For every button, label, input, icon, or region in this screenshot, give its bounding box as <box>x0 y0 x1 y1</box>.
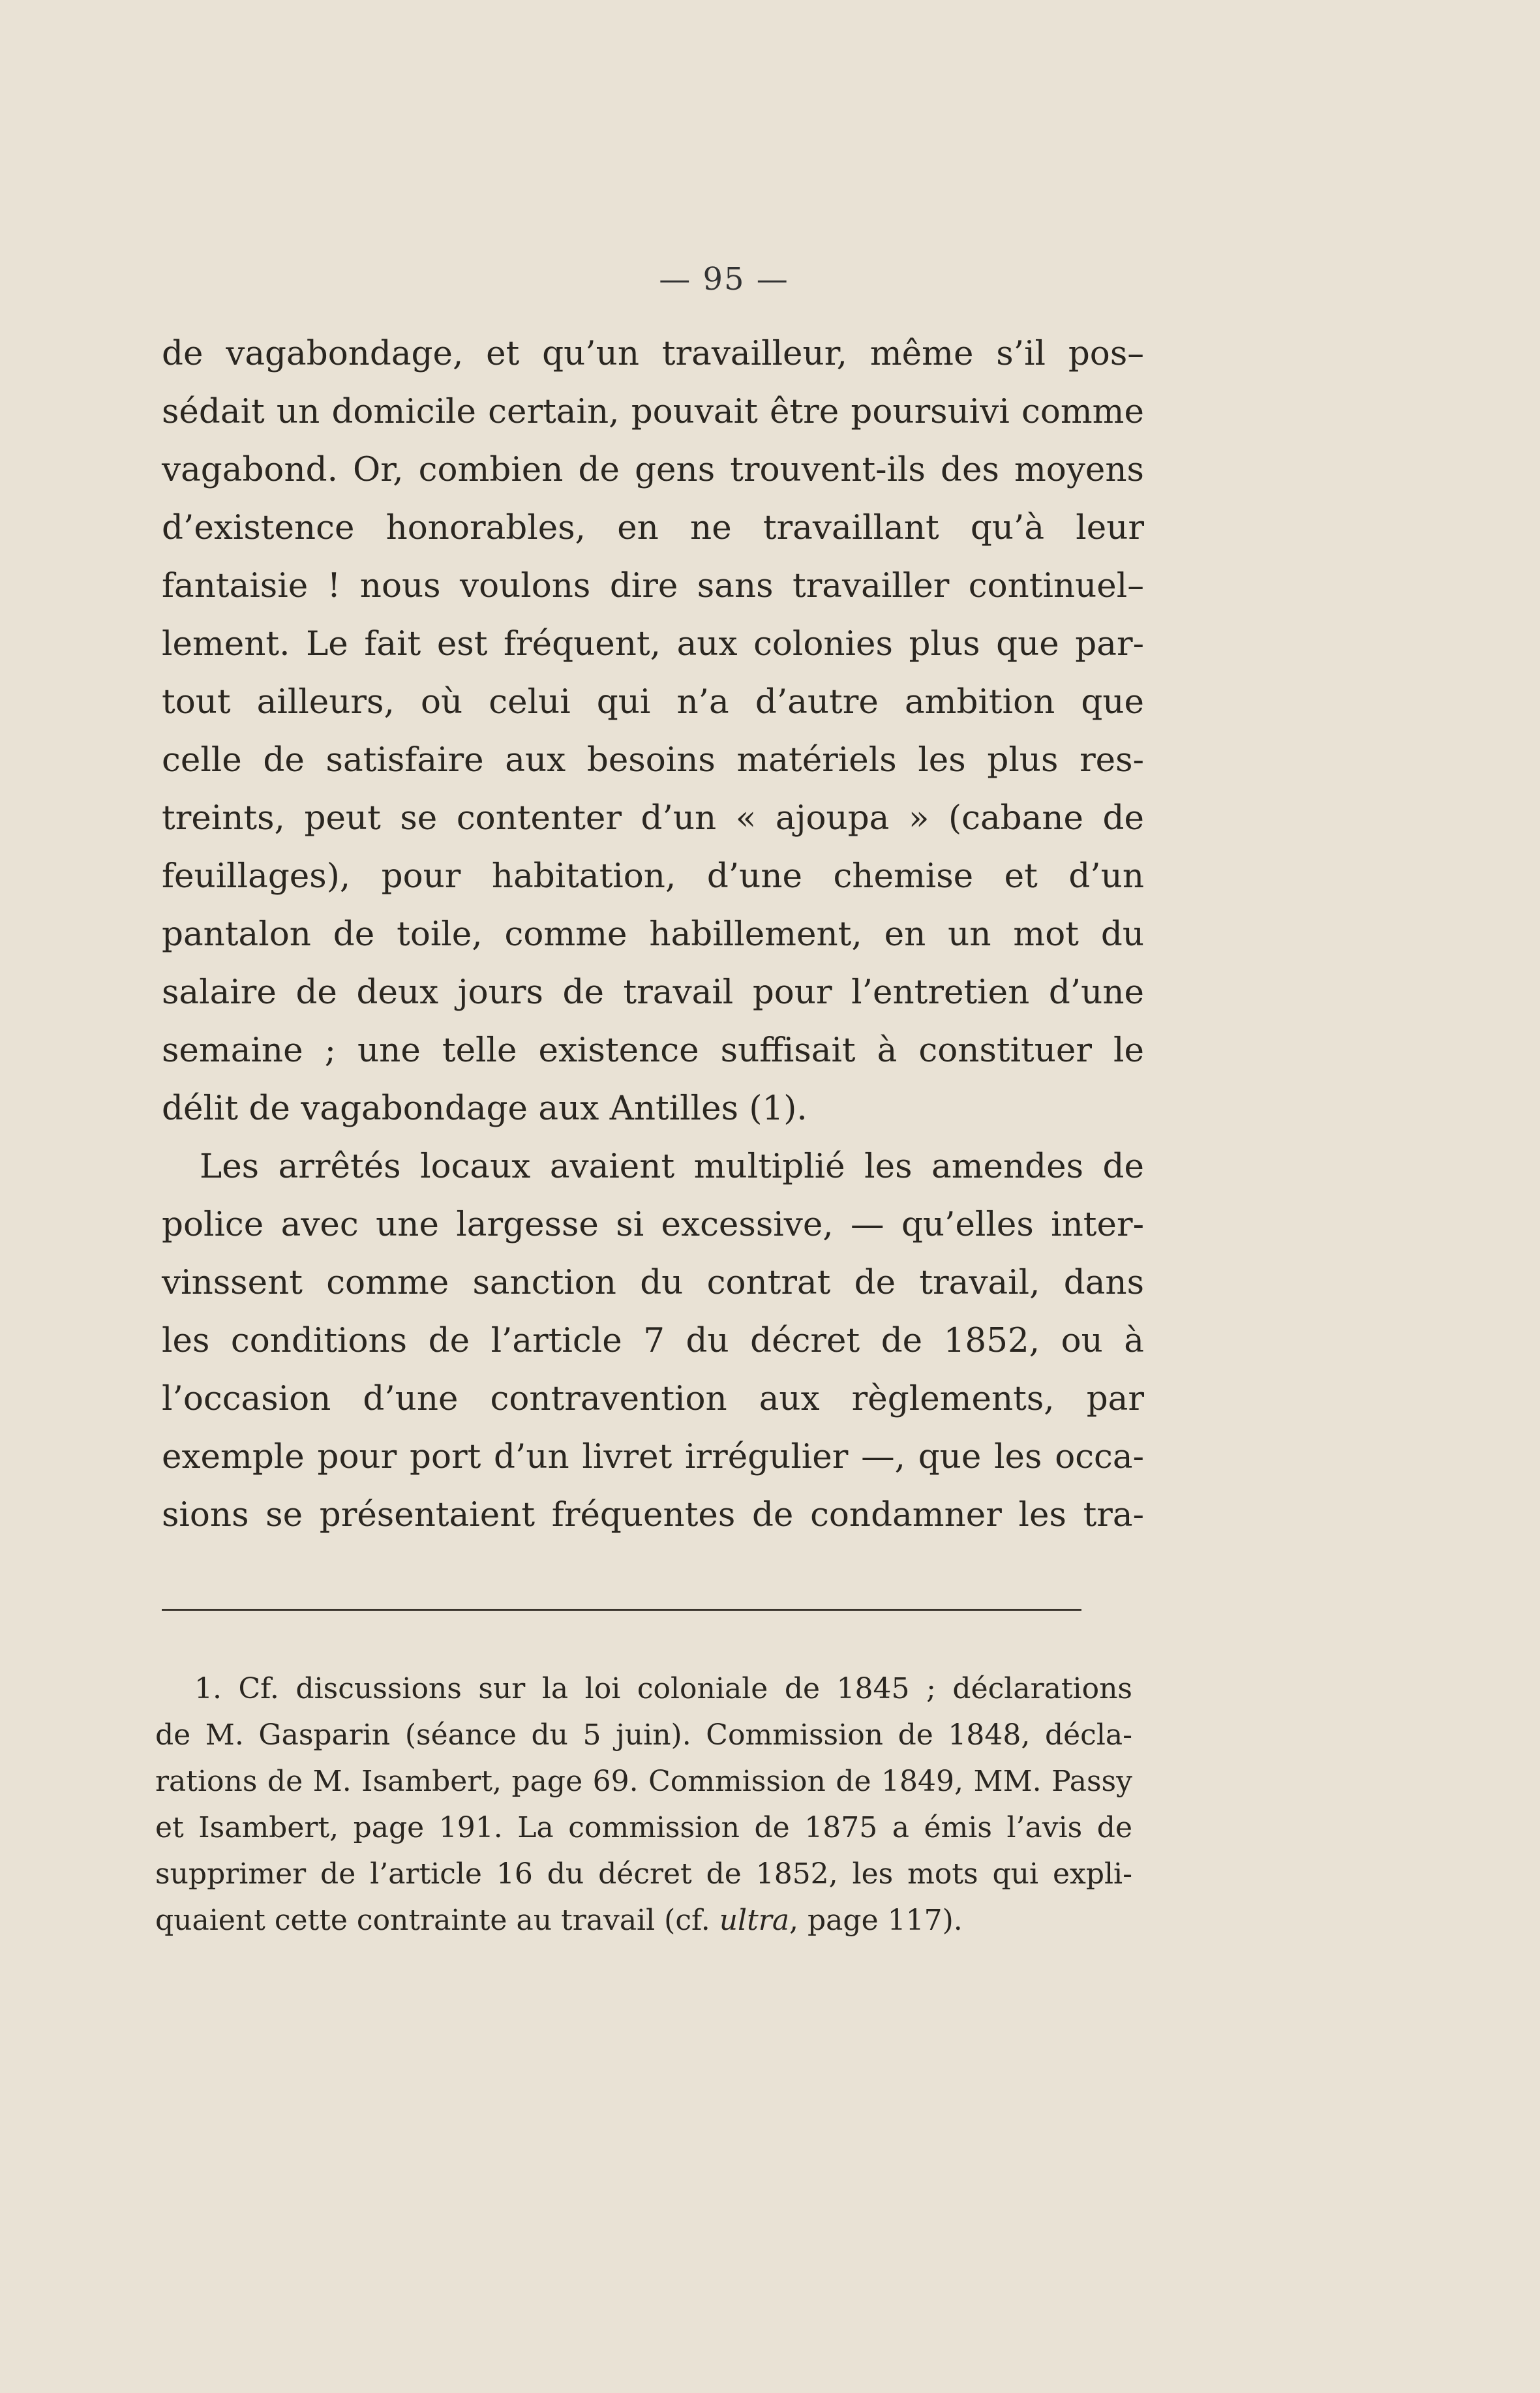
footnote-text: , page 117). <box>789 1904 963 1937</box>
text-line: sédait un domicile certain, pouvait être poursuivi comme <box>162 392 1144 431</box>
footnote-line: de M. Gasparin (séance du 5 juin). Commission de 1848, décla- <box>155 1718 1132 1752</box>
text-line: fantaisie ! nous voulons dire sans travailler continuel– <box>162 566 1144 605</box>
footnote-line: et Isambert, page 191. La commission de 1875 a émis l’avis de <box>155 1811 1132 1844</box>
text-line: vagabond. Or, combien de gens trouvent-ils des moyens <box>162 450 1144 489</box>
footnote <box>155 1666 1132 1943</box>
text-line: exemple pour port d’un livret irrégulier —, que les occa- <box>162 1437 1144 1476</box>
text-line: sions se présentaient fréquentes de condamner les tra- <box>162 1495 1144 1534</box>
text-line: treints, peut se contenter d’un « ajoupa » (cabane de <box>162 799 1144 838</box>
text-line: de vagabondage, et qu’un travailleur, même s’il pos– <box>162 334 1144 373</box>
footnote-line: supprimer de l’article 16 du décret de 1852, les mots qui expli- <box>155 1857 1132 1891</box>
text-line: délit de vagabondage aux Antilles (1). <box>162 1089 808 1128</box>
footnote-divider <box>162 1609 1081 1611</box>
text-line: feuillages), pour habitation, d’une chemise et d’un <box>162 857 1144 896</box>
footnote-last-line <box>155 1897 1132 1943</box>
footnote-line: 1. Cf. discussions sur la loi coloniale de 1845 ; déclarations <box>194 1672 1132 1705</box>
text-line: pantalon de toile, comme habillement, en un mot du <box>162 915 1144 954</box>
text-line: d’existence honorables, en ne travaillant qu’à leur <box>162 508 1144 547</box>
text-line: vinssent comme sanction du contrat de travail, dans <box>162 1263 1144 1302</box>
text-line: les conditions de l’article 7 du décret de 1852, ou à <box>162 1321 1144 1360</box>
body-text <box>162 325 1144 1544</box>
text-line: tout ailleurs, où celui qui n’a d’autre ambition que <box>162 682 1144 722</box>
page-number: — 95 — <box>659 261 789 297</box>
text-line: celle de satisfaire aux besoins matériels les plus res- <box>162 740 1144 780</box>
text-line: l’occasion d’une contravention aux règlements, par <box>162 1379 1144 1418</box>
text-line: lement. Le fait est fréquent, aux colonies plus que par- <box>162 624 1144 663</box>
footnote-text: quaient cette contrainte au travail (cf. <box>155 1904 719 1937</box>
text-line: semaine ; une telle existence suffisait à constituer le <box>162 1031 1144 1070</box>
text-line: salaire de deux jours de travail pour l’entretien d’une <box>162 973 1144 1012</box>
footnote-line: rations de M. Isambert, page 69. Commission de 1849, MM. Passy <box>155 1765 1132 1798</box>
text-line: Les arrêtés locaux avaient multiplié les amendes de <box>200 1147 1144 1186</box>
footnote-italic-ultra: ultra <box>719 1904 790 1937</box>
text-line: police avec une largesse si excessive, — qu’elles inter- <box>162 1205 1144 1244</box>
